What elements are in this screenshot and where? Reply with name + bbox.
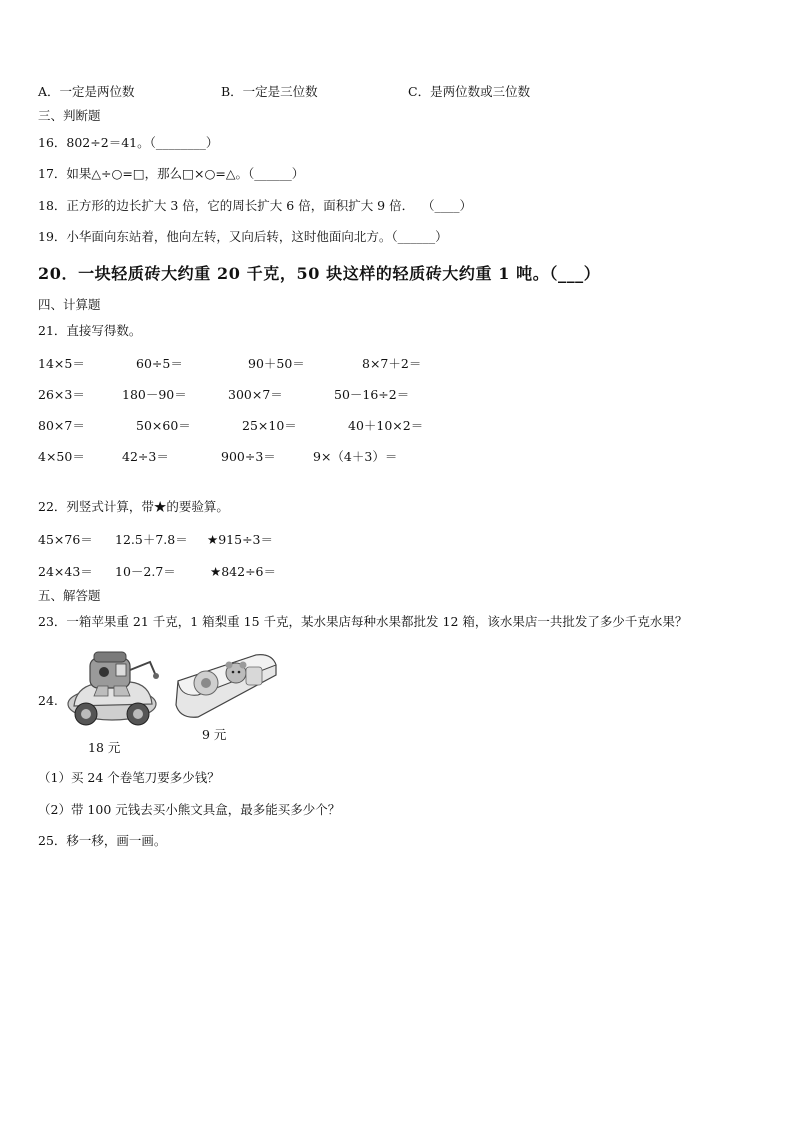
q22-cell: ★915÷3＝	[207, 532, 273, 547]
question-24-sub-1: （1）买 24 个卷笔刀要多少钱？	[38, 770, 220, 785]
q22-cell: 12.5＋7.8＝	[115, 532, 188, 547]
q21-cell: 180－90＝	[122, 387, 187, 402]
question-17: 17．如果△÷○=□，那么□×○=△。（______）	[38, 166, 305, 181]
section-3-title: 三、判断题	[38, 108, 101, 123]
bear-pencil-box-icon	[172, 651, 280, 721]
q21-cell: 50×60＝	[136, 418, 191, 433]
q21-cell: 60÷5＝	[136, 356, 183, 371]
question-24-sub-2: （2）带 100 元钱去买小熊文具盒，最多能买多少个？	[38, 802, 341, 817]
q21-cell: 40＋10×2＝	[348, 418, 424, 433]
q22-cell: 24×43＝	[38, 564, 93, 579]
q22-cell: ★842÷6＝	[210, 564, 276, 579]
q21-cell: 42÷3＝	[122, 449, 169, 464]
q22-cell: 10－2.7＝	[115, 564, 176, 579]
q21-cell: 4×50＝	[38, 449, 85, 464]
q21-cell: 80×7＝	[38, 418, 85, 433]
question-25: 25．移一移，画一画。	[38, 833, 167, 848]
q21-cell: 900÷3＝	[221, 449, 276, 464]
pencilbox-price: 9 元	[202, 727, 227, 742]
question-21-title: 21．直接写得数。	[38, 323, 142, 338]
car-pencil-sharpener-icon	[64, 646, 160, 732]
q21-cell: 14×5＝	[38, 356, 85, 371]
q21-cell: 8×7＋2＝	[362, 356, 422, 371]
q15-option-c: C．是两位数或三位数	[408, 84, 531, 99]
q21-cell: 26×3＝	[38, 387, 85, 402]
q21-cell: 90＋50＝	[248, 356, 305, 371]
question-18: 18．正方形的边长扩大 3 倍，它的周长扩大 6 倍，面积扩大 9 倍． （____）	[38, 198, 473, 213]
q21-cell: 50－16÷2＝	[334, 387, 410, 402]
q21-cell: 25×10＝	[242, 418, 297, 433]
question-16: 16．802÷2＝41。（________）	[38, 135, 219, 150]
q15-option-a: A．一定是两位数	[38, 84, 135, 99]
q22-cell: 45×76＝	[38, 532, 93, 547]
section-4-title: 四、计算题	[38, 297, 101, 312]
question-19: 19．小华面向东站着，他向左转，又向后转，这时他面向北方。（______）	[38, 229, 448, 244]
question-24-number: 24.	[38, 693, 58, 708]
question-20: 20．一块轻质砖大约重 20 千克，50 块这样的轻质砖大约重 1 吨。（___）	[38, 264, 601, 283]
question-23: 23．一箱苹果重 21 千克，1 箱梨重 15 千克，某水果店每种水果都批发 12 箱，该水果店一共批发了多少千克水果？	[38, 614, 688, 629]
q21-cell: 300×7＝	[228, 387, 283, 402]
section-5-title: 五、解答题	[38, 588, 101, 603]
sharpener-price: 18 元	[88, 740, 121, 755]
question-22-title: 22．列竖式计算，带★的要验算。	[38, 499, 229, 514]
q21-cell: 9×（4＋3）＝	[313, 449, 398, 464]
q15-option-b: B．一定是三位数	[221, 84, 318, 99]
